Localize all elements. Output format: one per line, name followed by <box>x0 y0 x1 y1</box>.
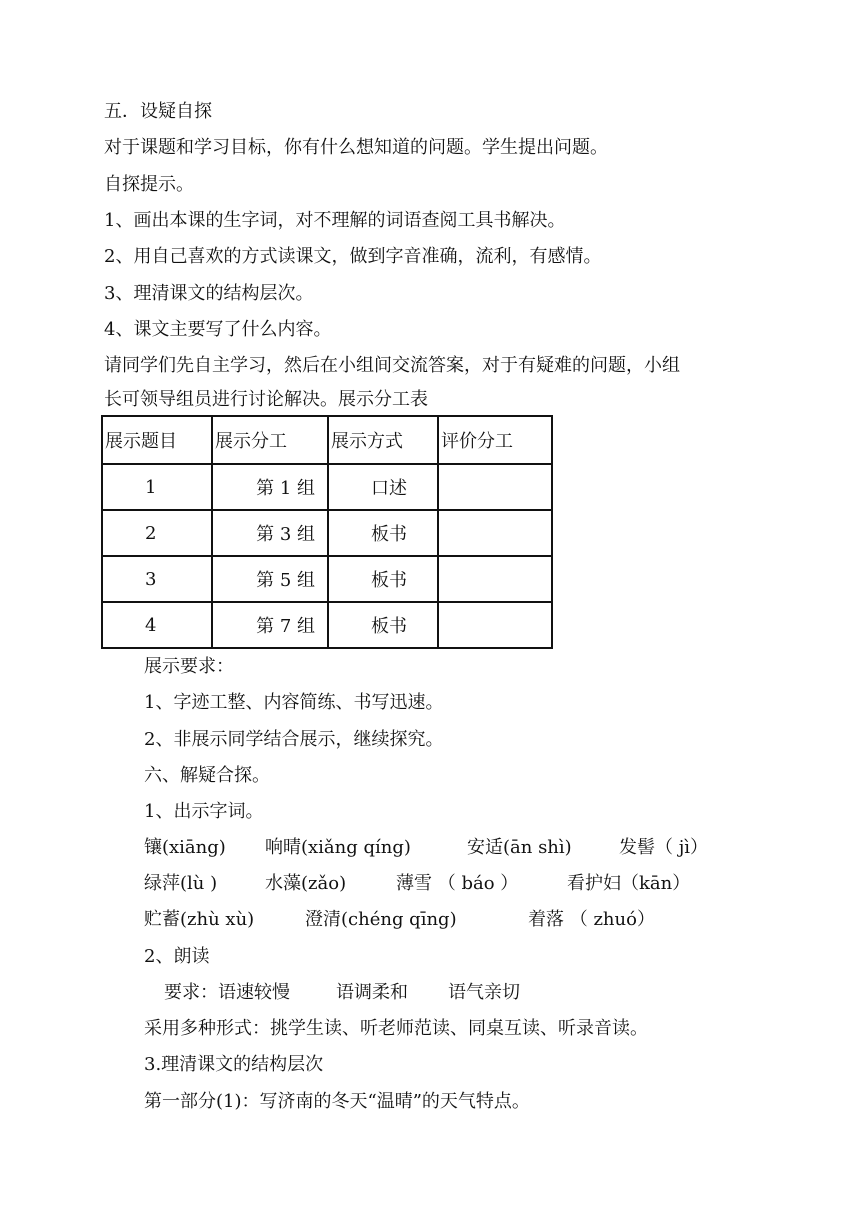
cell-method: 板书 <box>328 510 438 556</box>
table-row <box>102 602 552 648</box>
cell-eval <box>438 602 552 648</box>
hint-item-4: 4、课文主要写了什么内容。 <box>104 319 332 340</box>
cell-group: 第 1 组 <box>212 464 328 510</box>
section-6-sub-2: 2、朗读 <box>144 946 210 967</box>
requirement-item-2: 2、非展示同学结合展示，继续探究。 <box>144 729 444 750</box>
word-item: 水藻(zǎo) <box>265 873 347 894</box>
table-row <box>102 464 552 510</box>
requirement-item-1: 1、字迹工整、内容简练、书写迅速。 <box>144 692 444 713</box>
assignment-table <box>101 415 553 649</box>
cell-group: 第 3 组 <box>212 510 328 556</box>
reading-req-speed: 要求：语速较慢 <box>164 982 290 1003</box>
word-item: 薄雪 （ báo ） <box>396 873 519 894</box>
table-row <box>102 556 552 602</box>
word-item: 绿萍(lù ) <box>144 873 218 894</box>
cell-eval <box>438 464 552 510</box>
part-1-text: 第一部分(1)：写济南的冬天“温晴”的天气特点。 <box>144 1091 530 1112</box>
cell-method: 板书 <box>328 602 438 648</box>
cell-group: 第 7 组 <box>212 602 328 648</box>
reading-req-tone: 语调柔和 <box>336 982 408 1003</box>
cell-topic: 3 <box>102 556 212 602</box>
section-6-sub-3: 3.理清课文的结构层次 <box>144 1054 324 1075</box>
reading-requirements <box>0 980 860 1006</box>
words-row-3 <box>0 907 860 933</box>
cell-topic: 1 <box>102 464 212 510</box>
cell-eval <box>438 510 552 556</box>
word-item: 贮蓄(zhù xù) <box>144 909 255 930</box>
header-group: 展示分工 <box>212 416 328 464</box>
word-item: 安适(ān shì) <box>467 837 572 858</box>
instruction-line-2: 长可领导组员进行讨论解决。展示分工表 <box>104 389 428 410</box>
cell-topic: 4 <box>102 602 212 648</box>
hint-title: 自探提示。 <box>104 174 194 195</box>
question-text: 对于课题和学习目标，你有什么想知道的问题。学生提出问题。 <box>104 137 608 158</box>
section-5-heading: 五．设疑自探 <box>104 101 212 122</box>
reading-forms: 采用多种形式：挑学生读、听老师范读、同桌互读、听录音读。 <box>144 1018 648 1039</box>
header-topic: 展示题目 <box>102 416 212 464</box>
table-header-row <box>102 416 552 464</box>
cell-method: 口述 <box>328 464 438 510</box>
reading-req-mood: 语气亲切 <box>448 982 520 1003</box>
word-item: 澄清(chéng qīng) <box>305 909 457 930</box>
words-row-1 <box>0 835 860 861</box>
hint-item-3: 3、理清课文的结构层次。 <box>104 283 314 304</box>
hint-item-2: 2、用自己喜欢的方式读课文，做到字音准确，流利，有感情。 <box>104 246 602 267</box>
word-item: 响晴(xiǎng qíng) <box>265 837 411 858</box>
cell-topic: 2 <box>102 510 212 556</box>
table-row <box>102 510 552 556</box>
words-row-2 <box>0 871 860 897</box>
word-item: 着落 （ zhuó） <box>528 909 655 930</box>
instruction-line-1: 请同学们先自主学习，然后在小组间交流答案，对于有疑难的问题，小组 <box>104 355 680 376</box>
requirements-title: 展示要求： <box>144 656 234 677</box>
word-item: 镶(xiāng) <box>144 837 226 858</box>
section-6-sub-1: 1、出示字词。 <box>144 801 264 822</box>
cell-group: 第 5 组 <box>212 556 328 602</box>
section-6-heading: 六、解疑合探。 <box>144 765 270 786</box>
word-item: 发髻（ jì） <box>619 837 709 858</box>
header-method: 展示方式 <box>328 416 438 464</box>
hint-item-1: 1、画出本课的生字词，对不理解的词语查阅工具书解决。 <box>104 210 566 231</box>
cell-eval <box>438 556 552 602</box>
header-eval: 评价分工 <box>438 416 552 464</box>
cell-method: 板书 <box>328 556 438 602</box>
word-item: 看护妇（kān） <box>567 873 691 894</box>
